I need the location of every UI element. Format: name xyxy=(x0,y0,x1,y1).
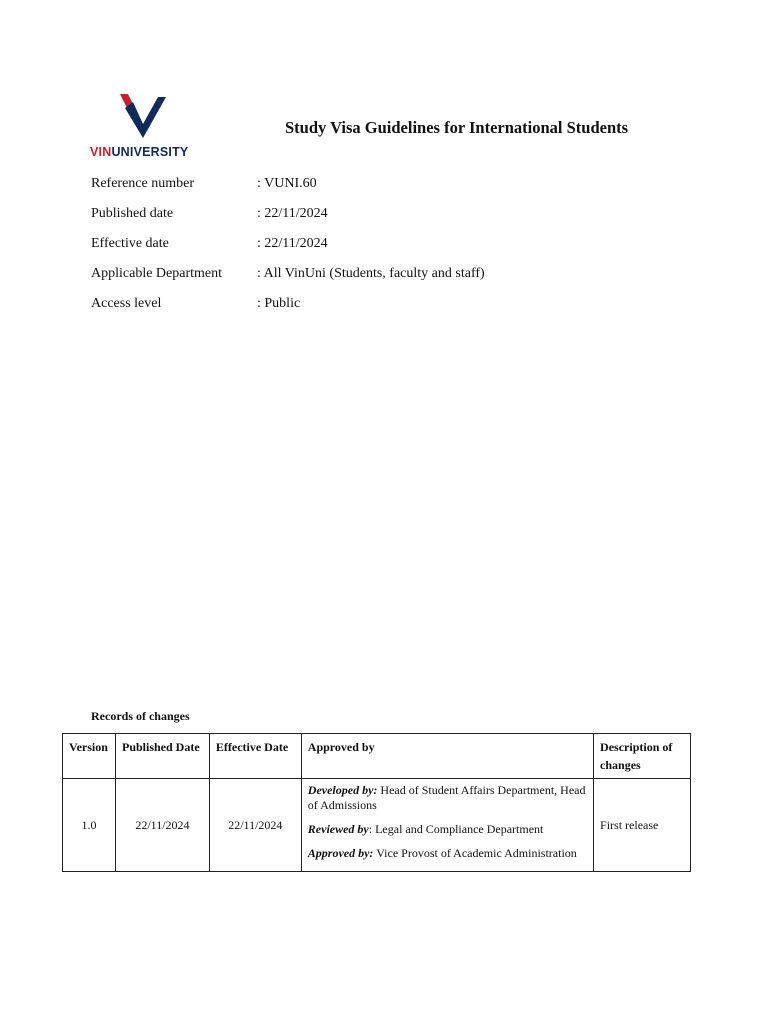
records-heading: Records of changes xyxy=(91,709,190,723)
table-header-row xyxy=(63,734,691,779)
meta-label: Access level xyxy=(91,296,162,311)
table-row xyxy=(63,779,691,872)
cell-description: First release xyxy=(594,779,691,872)
meta-label: Applicable Department xyxy=(91,266,223,281)
meta-value: : Public xyxy=(257,296,301,311)
meta-value: : 22/11/2024 xyxy=(257,236,328,251)
header-published-date: Published Date xyxy=(115,734,209,779)
meta-value: : VUNI.60 xyxy=(257,176,317,191)
approval-text: Head of Student Affairs Department, Head of Admissions xyxy=(307,783,586,812)
header-description: Description of changes xyxy=(594,734,691,779)
meta-value: : 22/11/2024 xyxy=(257,206,328,221)
cell-published-date: 22/11/2024 xyxy=(115,779,209,872)
approval-label: Approved by: xyxy=(307,846,374,860)
approval-approved xyxy=(308,846,587,861)
cell-version: 1.0 xyxy=(63,779,116,872)
approval-label: Developed by: xyxy=(307,783,378,797)
vinuniversity-v-icon xyxy=(120,94,166,138)
header-effective-date: Effective Date xyxy=(209,734,301,779)
cell-approved-by xyxy=(301,779,593,872)
approval-label: Reviewed by xyxy=(307,822,369,836)
approval-text: Vice Provost of Academic Administration xyxy=(373,846,577,860)
meta-label: Reference number xyxy=(91,176,194,191)
document-title: Study Visa Guidelines for International Students xyxy=(285,118,629,137)
header-version: Version xyxy=(63,734,116,779)
approval-reviewed xyxy=(308,822,587,837)
meta-value: : All VinUni (Students, faculty and staff) xyxy=(257,266,485,281)
header-approved-by: Approved by xyxy=(301,734,593,779)
records-table xyxy=(62,733,691,872)
cell-effective-date: 22/11/2024 xyxy=(209,779,301,872)
meta-label: Published date xyxy=(91,206,174,221)
meta-label: Effective date xyxy=(91,236,169,251)
approval-text: : Legal and Compliance Department xyxy=(368,822,544,836)
vinuniversity-logo xyxy=(90,94,200,164)
approval-developed xyxy=(308,783,587,813)
logo-wordmark: VINUNIVERSITY xyxy=(90,145,189,159)
